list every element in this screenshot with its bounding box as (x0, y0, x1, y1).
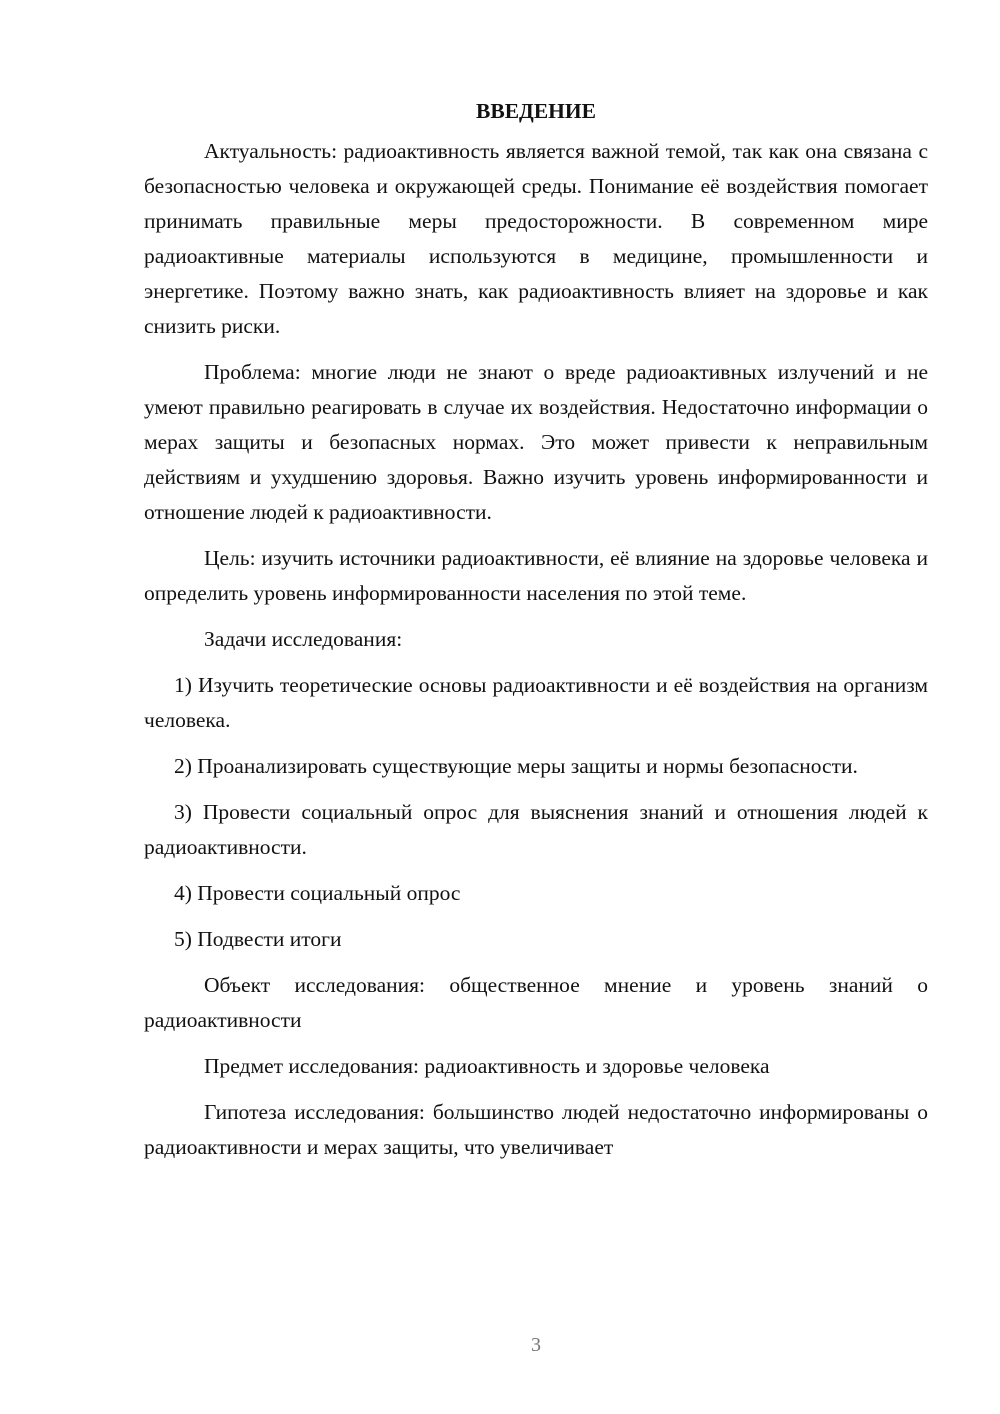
task-item-2: 2) Проанализировать существующие меры защиты и нормы безопасности. (174, 754, 858, 778)
task-item-1: 1) Изучить теоретические основы радиоактивности и её воздействия на организм человека. (144, 673, 928, 732)
page-number: 3 (531, 1334, 541, 1356)
paragraph-hypothesis: Гипотеза исследования: большинство людей недостаточно информированы о радиоактивности и мерах защиты, что увеличивает (144, 1100, 928, 1159)
paragraph-subject: Предмет исследования: радиоактивность и здоровье человека (204, 1054, 770, 1078)
task-item-3: 3) Провести социальный опрос для выяснения знаний и отношения людей к радиоактивности. (144, 800, 928, 859)
task-item-5: 5) Подвести итоги (174, 927, 342, 951)
task-item-4: 4) Провести социальный опрос (174, 881, 461, 905)
page-title: ВВЕДЕНИЕ (476, 99, 596, 123)
paragraph-relevance: Актуальность: радиоактивность является важной темой, так как она связана с безопасностью человека и окружающей среды. Понимание её воздействия помогает принимать правильные меры предосторожности. В современном мире радиоактивные материалы используются в медицине, промышленности и энергетике. Поэтому важно знать, как радиоактивность влияет на здоровье и как снизить риски. (144, 139, 928, 338)
paragraph-problem: Проблема: многие люди не знают о вреде радиоактивных излучений и не умеют правильно реагировать в случае их воздействия. Недостаточно информации о мерах защиты и безопасных нормах. Это может привести к неправильным действиям и ухудшению здоровья. Важно изучить уровень информированности и отношение людей к радиоактивности. (144, 360, 928, 524)
paragraph-object: Объект исследования: общественное мнение и уровень знаний о радиоактивности (144, 973, 928, 1032)
page-content (144, 96, 928, 1176)
tasks-title: Задачи исследования: (204, 627, 403, 651)
paragraph-goal: Цель: изучить источники радиоактивности, её влияние на здоровье человека и определить уровень информированности населения по этой теме. (144, 546, 928, 605)
